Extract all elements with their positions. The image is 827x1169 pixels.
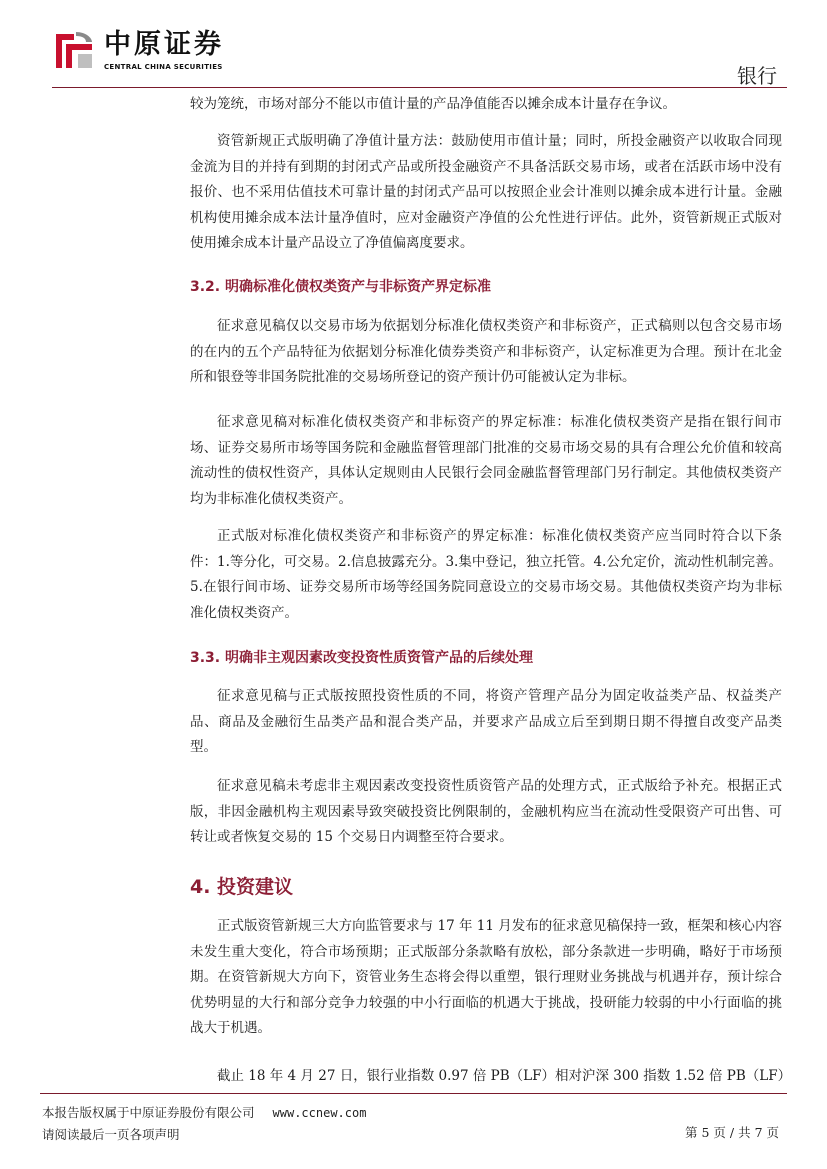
- company-logo-icon: [52, 28, 96, 72]
- paragraph-draft-definition: [190, 410, 782, 512]
- body-paragraph: 正式版资管新规三大方向监管要求与 17 年 11 月发布的征求意见稿保持一致，框架和核心内容未发生重大变化，符合市场预期；正式版部分条款略有放松，部分条款进一步明确，略好于市场预期。在资管新规大方向下，资管业务生态将会得以重塑，银行理财业务挑战与机遇并存，预计综合优势明显的大行和部分竞争力较强的中小行面临的机遇大于挑战，投研能力较弱的中小行面临的挑战大于机遇。: [190, 918, 782, 1036]
- sector-label: 银行: [737, 64, 777, 88]
- footer-left: [42, 1102, 366, 1145]
- paragraph-final-definition: [190, 524, 782, 626]
- body-paragraph: 征求意见稿与正式版按照投资性质的不同，将资产管理产品分为固定收益类产品、权益类产品、商品及金融衍生品类产品和混合类产品，并要求产品成立后至到期日期不得擅自改变产品类型。: [190, 688, 782, 755]
- footer-url-link[interactable]: www.ccnew.com: [272, 1106, 367, 1120]
- section-heading-3-2: 3.2. 明确标准化债权类资产与非标资产界定标准: [190, 279, 491, 295]
- body-paragraph: 征求意见稿未考虑非主观因素改变投资性质资管产品的处理方式，正式版给予补充。根据正式版，非因金融机构主观因素导致突破投资比例限制的，金融机构应当在流动性受限资产可出售、可转让或者恢复交易的 15 个交易日内调整至符合要求。: [190, 778, 782, 845]
- body-paragraph: 截止 18 年 4 月 27 日，银行业指数 0.97 倍 PB（LF）相对沪深 300 指数 1.52 倍 PB（LF）: [217, 1068, 792, 1084]
- footer-disclaimer: 请阅读最后一页各项声明: [42, 1127, 180, 1142]
- paragraph-standard-assets: [190, 314, 782, 391]
- body-paragraph: 较为笼统，市场对部分不能以市值计量的产品净值能否以摊余成本计量存在争议。: [190, 96, 676, 112]
- paragraph-continuation: [190, 92, 782, 118]
- company-name-en: CENTRAL CHINA SECURITIES: [104, 63, 223, 71]
- footer-copyright: 本报告版权属于中原证券股份有限公司: [42, 1105, 255, 1120]
- body-paragraph: 正式版对标准化债权类资产和非标资产的界定标准：标准化债权类资产应当同时符合以下条件：1.等分化，可交易。2.信息披露充分。3.集中登记，独立托管。4.公允定价，流动性机制完善。5.在银行间市场、证券交易所市场等经国务院同意设立的交易市场交易。其他债权类资产均为非标准化债权类资产。: [190, 528, 782, 621]
- paragraph-product-types: [190, 684, 782, 761]
- page-header: [0, 0, 827, 92]
- header-divider: [52, 87, 787, 88]
- footer-divider: [40, 1093, 787, 1094]
- page-number: 第 5 页 / 共 7 页: [685, 1125, 779, 1140]
- section-heading-3-3: 3.3. 明确非主观因素改变投资性质资管产品的后续处理: [190, 650, 533, 666]
- paragraph-valuation: [190, 129, 782, 257]
- paragraph-investment-advice: [190, 914, 782, 1042]
- body-paragraph: 征求意见稿对标准化债权类资产和非标资产的界定标准：标准化债权类资产是指在银行间市场、证券交易所市场等国务院和金融监督管理部门批准的交易市场交易的具有合理公允价值和较高流动性的债权性资产，具体认定规则由人民银行会同金融监督管理部门另行制定。其他债权类资产均为非标准化债权类资产。: [190, 414, 782, 507]
- body-paragraph: 征求意见稿仅以交易市场为依据划分标准化债权类资产和非标资产，正式稿则以包含交易市场的在内的五个产品特征为依据划分标准化债券类资产和非标资产，认定标准更为合理。预计在北金所和银登等非国务院批准的交易场所登记的资产预计仍可能被认定为非标。: [190, 318, 782, 385]
- paragraph-non-subjective: [190, 774, 782, 851]
- section-heading-4: 4. 投资建议: [190, 876, 294, 898]
- paragraph-valuation-pb: [190, 1064, 792, 1090]
- body-paragraph: 资管新规正式版明确了净值计量方法：鼓励使用市值计量；同时，所投金融资产以收取合同现金流为目的并持有到期的封闭式产品或所投金融资产不具备活跃交易市场，或者在活跃市场中没有报价、也不采用估值技术可靠计量的封闭式产品可以按照企业会计准则以摊余成本进行计量。金融机构使用摊余成本法计量净值时，应对金融资产净值的公允性进行评估。此外，资管新规正式版对使用摊余成本计量产品设立了净值偏离度要求。: [190, 133, 782, 251]
- company-name-cn: 中原证券: [104, 29, 224, 60]
